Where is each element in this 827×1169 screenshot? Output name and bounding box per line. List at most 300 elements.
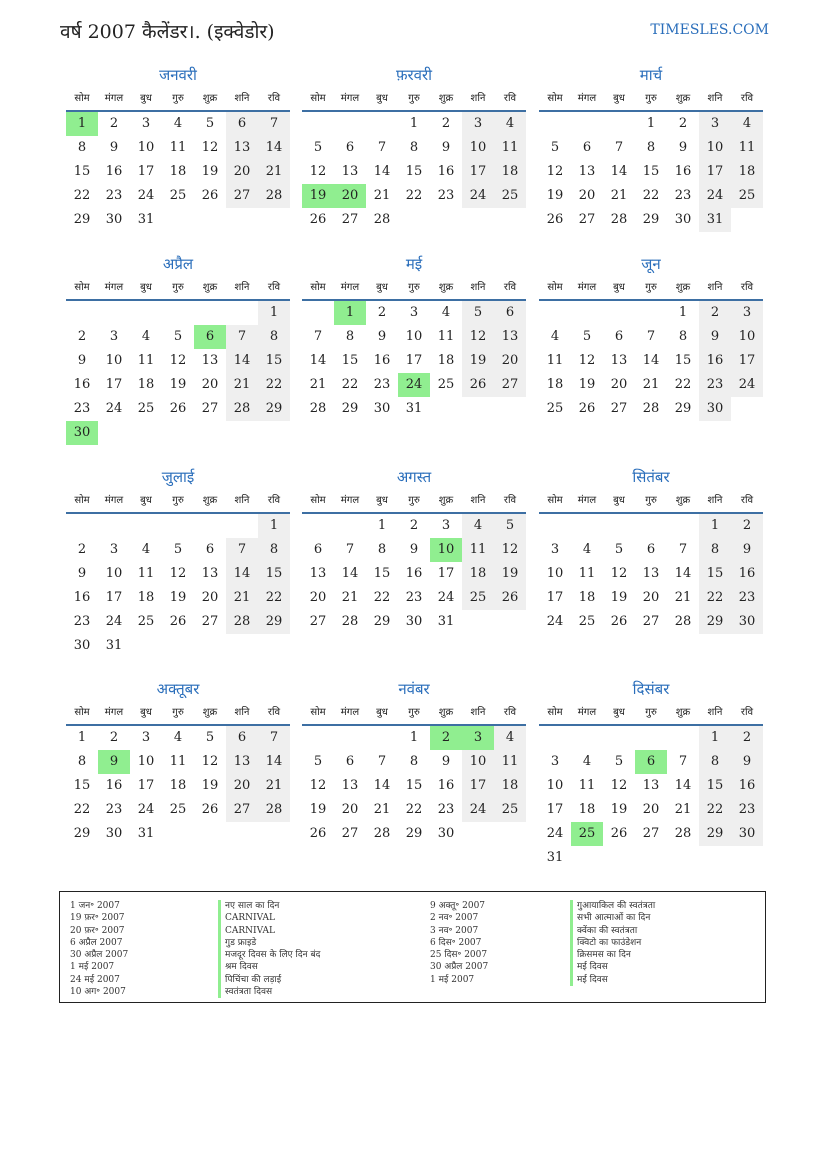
day-cell[interactable]: 6	[313, 542, 323, 557]
day-cell[interactable]: 28	[373, 212, 391, 227]
day-cell[interactable]: 26	[169, 614, 187, 629]
day-cell[interactable]: 25	[494, 798, 526, 822]
day-cell[interactable]: 8	[377, 542, 387, 557]
day-cell[interactable]: 22	[405, 188, 423, 203]
day-cell[interactable]: 8	[699, 538, 731, 562]
day-cell[interactable]: 11	[437, 329, 455, 344]
day-cell[interactable]: 23	[437, 802, 455, 817]
day-cell[interactable]: 22	[258, 373, 290, 397]
day-cell[interactable]: 4	[173, 730, 183, 745]
day-cell[interactable]: 10	[699, 136, 731, 160]
day-cell[interactable]: 28	[226, 610, 258, 634]
day-cell[interactable]: 26	[610, 826, 628, 841]
day-cell[interactable]: 16	[731, 562, 763, 586]
day-cell[interactable]: 19	[309, 802, 327, 817]
day-cell[interactable]: 5	[313, 754, 323, 769]
day-cell[interactable]: 29	[373, 614, 391, 629]
day-cell[interactable]: 12	[494, 538, 526, 562]
day-cell[interactable]: 16	[405, 566, 423, 581]
day-cell[interactable]: 9	[441, 140, 451, 155]
day-cell[interactable]: 1	[409, 116, 419, 131]
day-cell[interactable]: 4	[731, 112, 763, 136]
day-cell[interactable]: 2	[409, 518, 419, 533]
day-cell[interactable]: 10	[137, 754, 155, 769]
day-cell[interactable]: 17	[437, 566, 455, 581]
day-cell[interactable]: 28	[674, 826, 692, 841]
day-cell[interactable]: 31	[137, 212, 155, 227]
day-cell[interactable]: 3	[409, 305, 419, 320]
day-cell[interactable]: 21	[226, 373, 258, 397]
day-cell[interactable]: 31	[437, 614, 455, 629]
day-cell[interactable]: 4	[173, 116, 183, 131]
day-cell[interactable]: 1	[77, 730, 87, 745]
day-cell[interactable]: 9	[377, 329, 387, 344]
day-cell[interactable]: 15	[73, 778, 91, 793]
day-cell[interactable]: 18	[437, 353, 455, 368]
day-cell[interactable]: 19	[578, 377, 596, 392]
day-cell[interactable]: 6	[205, 542, 215, 557]
day-cell[interactable]: 10	[731, 325, 763, 349]
day-cell[interactable]: 24	[462, 798, 494, 822]
day-cell[interactable]: 22	[373, 590, 391, 605]
day-cell[interactable]: 7	[678, 754, 688, 769]
day-cell[interactable]: 2	[731, 726, 763, 750]
day-cell[interactable]: 5	[582, 329, 592, 344]
day-cell[interactable]: 3	[462, 726, 494, 750]
day-cell[interactable]: 19	[302, 184, 334, 208]
day-cell[interactable]: 4	[462, 514, 494, 538]
day-cell[interactable]: 14	[341, 566, 359, 581]
day-cell[interactable]: 25	[137, 401, 155, 416]
day-cell[interactable]: 6	[494, 301, 526, 325]
day-cell[interactable]: 4	[582, 754, 592, 769]
day-cell[interactable]: 5	[614, 754, 624, 769]
day-cell[interactable]: 8	[646, 140, 656, 155]
day-cell[interactable]: 22	[405, 802, 423, 817]
day-cell[interactable]: 10	[546, 778, 564, 793]
day-cell[interactable]: 17	[105, 590, 123, 605]
day-cell[interactable]: 6	[226, 112, 258, 136]
day-cell[interactable]: 26	[201, 188, 219, 203]
day-cell[interactable]: 14	[226, 349, 258, 373]
day-cell[interactable]: 17	[105, 377, 123, 392]
day-cell[interactable]: 30	[373, 401, 391, 416]
day-cell[interactable]: 2	[77, 329, 87, 344]
day-cell[interactable]: 15	[341, 353, 359, 368]
day-cell[interactable]: 7	[377, 754, 387, 769]
day-cell[interactable]: 7	[226, 538, 258, 562]
day-cell[interactable]: 30	[437, 826, 455, 841]
day-cell[interactable]: 16	[699, 349, 731, 373]
day-cell[interactable]: 17	[405, 353, 423, 368]
day-cell[interactable]: 13	[201, 353, 219, 368]
day-cell[interactable]: 16	[105, 164, 123, 179]
day-cell[interactable]: 30	[731, 822, 763, 846]
day-cell[interactable]: 19	[201, 164, 219, 179]
day-cell[interactable]: 1	[377, 518, 387, 533]
day-cell[interactable]: 20	[578, 188, 596, 203]
day-cell[interactable]: 8	[77, 140, 87, 155]
day-cell[interactable]: 28	[341, 614, 359, 629]
day-cell[interactable]: 20	[201, 377, 219, 392]
day-cell[interactable]: 16	[437, 164, 455, 179]
day-cell[interactable]: 5	[205, 730, 215, 745]
day-cell[interactable]: 23	[437, 188, 455, 203]
day-cell[interactable]: 17	[699, 160, 731, 184]
day-cell[interactable]: 28	[642, 401, 660, 416]
day-cell[interactable]: 19	[610, 802, 628, 817]
day-cell[interactable]: 13	[578, 164, 596, 179]
day-cell[interactable]: 21	[309, 377, 327, 392]
day-cell[interactable]: 23	[731, 586, 763, 610]
day-cell[interactable]: 6	[226, 726, 258, 750]
day-cell[interactable]: 7	[646, 329, 656, 344]
day-cell[interactable]: 12	[578, 353, 596, 368]
day-cell[interactable]: 31	[405, 401, 423, 416]
day-cell[interactable]: 25	[462, 586, 494, 610]
day-cell[interactable]: 19	[610, 590, 628, 605]
day-cell[interactable]: 1	[258, 514, 290, 538]
day-cell[interactable]: 15	[699, 562, 731, 586]
day-cell[interactable]: 1	[699, 514, 731, 538]
day-cell[interactable]: 8	[678, 329, 688, 344]
day-cell[interactable]: 4	[141, 542, 151, 557]
day-cell[interactable]: 23	[105, 802, 123, 817]
day-cell[interactable]: 17	[462, 160, 494, 184]
day-cell[interactable]: 17	[546, 590, 564, 605]
day-cell[interactable]: 27	[610, 401, 628, 416]
day-cell[interactable]: 22	[674, 377, 692, 392]
day-cell[interactable]: 12	[610, 566, 628, 581]
day-cell[interactable]: 27	[642, 826, 660, 841]
day-cell[interactable]: 9	[109, 140, 119, 155]
day-cell[interactable]: 8	[409, 754, 419, 769]
day-cell[interactable]: 4	[494, 726, 526, 750]
day-cell[interactable]: 21	[341, 590, 359, 605]
day-cell[interactable]: 19	[169, 377, 187, 392]
day-cell[interactable]: 14	[258, 136, 290, 160]
day-cell[interactable]: 26	[610, 614, 628, 629]
day-cell[interactable]: 21	[226, 586, 258, 610]
day-cell[interactable]: 27	[341, 212, 359, 227]
day-cell[interactable]: 3	[141, 730, 151, 745]
day-cell[interactable]: 15	[258, 349, 290, 373]
day-cell[interactable]: 25	[169, 188, 187, 203]
day-cell[interactable]: 15	[642, 164, 660, 179]
day-cell[interactable]: 23	[373, 377, 391, 392]
day-cell[interactable]: 29	[699, 610, 731, 634]
day-cell[interactable]: 18	[578, 802, 596, 817]
day-cell[interactable]: 18	[169, 778, 187, 793]
day-cell[interactable]: 7	[678, 542, 688, 557]
day-cell[interactable]: 5	[205, 116, 215, 131]
day-cell[interactable]: 18	[169, 164, 187, 179]
day-cell[interactable]: 9	[77, 353, 87, 368]
day-cell[interactable]: 1	[678, 305, 688, 320]
day-cell[interactable]: 6	[646, 542, 656, 557]
day-cell[interactable]: 1	[334, 301, 366, 325]
day-cell[interactable]: 16	[73, 377, 91, 392]
day-cell[interactable]: 25	[169, 802, 187, 817]
day-cell[interactable]: 8	[258, 538, 290, 562]
day-cell[interactable]: 17	[462, 774, 494, 798]
day-cell[interactable]: 30	[105, 826, 123, 841]
day-cell[interactable]: 19	[494, 562, 526, 586]
day-cell[interactable]: 9	[678, 140, 688, 155]
day-cell[interactable]: 29	[258, 397, 290, 421]
day-cell[interactable]: 20	[201, 590, 219, 605]
day-cell[interactable]: 12	[201, 754, 219, 769]
day-cell[interactable]: 2	[109, 730, 119, 745]
day-cell[interactable]: 15	[258, 562, 290, 586]
day-cell[interactable]: 4	[494, 112, 526, 136]
day-cell[interactable]: 28	[226, 397, 258, 421]
day-cell[interactable]: 28	[258, 798, 290, 822]
day-cell[interactable]: 1	[66, 112, 98, 136]
day-cell[interactable]: 16	[731, 774, 763, 798]
day-cell[interactable]: 26	[169, 401, 187, 416]
day-cell[interactable]: 23	[73, 401, 91, 416]
day-cell[interactable]: 18	[494, 774, 526, 798]
day-cell[interactable]: 11	[462, 538, 494, 562]
day-cell[interactable]: 24	[137, 802, 155, 817]
day-cell[interactable]: 12	[169, 353, 187, 368]
day-cell[interactable]: 11	[578, 778, 596, 793]
site-link[interactable]: TIMESLES.COM	[650, 22, 769, 38]
day-cell[interactable]: 13	[642, 778, 660, 793]
day-cell[interactable]: 30	[699, 397, 731, 421]
day-cell[interactable]: 13	[226, 136, 258, 160]
day-cell[interactable]: 14	[674, 566, 692, 581]
day-cell[interactable]: 13	[201, 566, 219, 581]
day-cell[interactable]: 10	[105, 566, 123, 581]
day-cell[interactable]: 29	[674, 401, 692, 416]
day-cell[interactable]: 9	[409, 542, 419, 557]
day-cell[interactable]: 26	[201, 802, 219, 817]
day-cell[interactable]: 13	[309, 566, 327, 581]
day-cell[interactable]: 24	[731, 373, 763, 397]
day-cell[interactable]: 25	[437, 377, 455, 392]
day-cell[interactable]: 31	[699, 208, 731, 232]
day-cell[interactable]: 12	[201, 140, 219, 155]
day-cell[interactable]: 3	[109, 542, 119, 557]
day-cell[interactable]: 5	[173, 329, 183, 344]
day-cell[interactable]: 8	[699, 750, 731, 774]
day-cell[interactable]: 2	[109, 116, 119, 131]
day-cell[interactable]: 30	[405, 614, 423, 629]
day-cell[interactable]: 27	[578, 212, 596, 227]
day-cell[interactable]: 22	[642, 188, 660, 203]
day-cell[interactable]: 11	[137, 353, 155, 368]
day-cell[interactable]: 22	[73, 188, 91, 203]
day-cell[interactable]: 21	[258, 774, 290, 798]
day-cell[interactable]: 20	[341, 802, 359, 817]
day-cell[interactable]: 19	[169, 590, 187, 605]
day-cell[interactable]: 13	[341, 164, 359, 179]
day-cell[interactable]: 12	[462, 325, 494, 349]
day-cell[interactable]: 22	[699, 586, 731, 610]
day-cell[interactable]: 8	[77, 754, 87, 769]
day-cell[interactable]: 3	[699, 112, 731, 136]
day-cell[interactable]: 24	[105, 401, 123, 416]
day-cell[interactable]: 28	[373, 826, 391, 841]
day-cell[interactable]: 29	[699, 822, 731, 846]
day-cell[interactable]: 27	[341, 826, 359, 841]
day-cell[interactable]: 23	[105, 188, 123, 203]
day-cell[interactable]: 30	[73, 638, 91, 653]
day-cell[interactable]: 11	[169, 140, 187, 155]
day-cell[interactable]: 18	[578, 590, 596, 605]
day-cell[interactable]: 11	[494, 136, 526, 160]
day-cell[interactable]: 16	[373, 353, 391, 368]
day-cell[interactable]: 15	[674, 353, 692, 368]
day-cell[interactable]: 13	[226, 750, 258, 774]
day-cell[interactable]: 9	[699, 325, 731, 349]
day-cell[interactable]: 31	[546, 850, 564, 865]
day-cell[interactable]: 30	[105, 212, 123, 227]
day-cell[interactable]: 30	[674, 212, 692, 227]
day-cell[interactable]: 6	[635, 750, 667, 774]
day-cell[interactable]: 5	[173, 542, 183, 557]
day-cell[interactable]: 23	[73, 614, 91, 629]
day-cell[interactable]: 13	[494, 325, 526, 349]
day-cell[interactable]: 7	[345, 542, 355, 557]
day-cell[interactable]: 5	[313, 140, 323, 155]
day-cell[interactable]: 16	[73, 590, 91, 605]
day-cell[interactable]: 24	[462, 184, 494, 208]
day-cell[interactable]: 24	[398, 373, 430, 397]
day-cell[interactable]: 14	[610, 164, 628, 179]
day-cell[interactable]: 24	[437, 590, 455, 605]
day-cell[interactable]: 19	[201, 778, 219, 793]
day-cell[interactable]: 23	[405, 590, 423, 605]
day-cell[interactable]: 29	[405, 826, 423, 841]
day-cell[interactable]: 9	[98, 750, 130, 774]
day-cell[interactable]: 8	[345, 329, 355, 344]
day-cell[interactable]: 6	[582, 140, 592, 155]
day-cell[interactable]: 28	[309, 401, 327, 416]
day-cell[interactable]: 26	[309, 826, 327, 841]
day-cell[interactable]: 3	[550, 542, 560, 557]
day-cell[interactable]: 20	[309, 590, 327, 605]
day-cell[interactable]: 21	[373, 188, 391, 203]
day-cell[interactable]: 4	[441, 305, 451, 320]
day-cell[interactable]: 14	[642, 353, 660, 368]
day-cell[interactable]: 25	[494, 184, 526, 208]
day-cell[interactable]: 5	[462, 301, 494, 325]
day-cell[interactable]: 4	[141, 329, 151, 344]
day-cell[interactable]: 17	[137, 164, 155, 179]
day-cell[interactable]: 28	[674, 614, 692, 629]
day-cell[interactable]: 4	[582, 542, 592, 557]
day-cell[interactable]: 27	[201, 614, 219, 629]
day-cell[interactable]: 11	[169, 754, 187, 769]
day-cell[interactable]: 2	[731, 514, 763, 538]
day-cell[interactable]: 23	[731, 798, 763, 822]
day-cell[interactable]: 3	[109, 329, 119, 344]
day-cell[interactable]: 1	[409, 730, 419, 745]
day-cell[interactable]: 27	[201, 401, 219, 416]
day-cell[interactable]: 26	[578, 401, 596, 416]
day-cell[interactable]: 1	[646, 116, 656, 131]
day-cell[interactable]: 27	[642, 614, 660, 629]
day-cell[interactable]: 10	[105, 353, 123, 368]
day-cell[interactable]: 1	[699, 726, 731, 750]
day-cell[interactable]: 6	[345, 140, 355, 155]
day-cell[interactable]: 3	[550, 754, 560, 769]
day-cell[interactable]: 2	[441, 116, 451, 131]
day-cell[interactable]: 13	[341, 778, 359, 793]
day-cell[interactable]: 9	[77, 566, 87, 581]
day-cell[interactable]: 20	[334, 184, 366, 208]
day-cell[interactable]: 31	[137, 826, 155, 841]
day-cell[interactable]: 29	[258, 610, 290, 634]
day-cell[interactable]: 20	[226, 774, 258, 798]
day-cell[interactable]: 9	[441, 754, 451, 769]
day-cell[interactable]: 7	[313, 329, 323, 344]
day-cell[interactable]: 15	[73, 164, 91, 179]
day-cell[interactable]: 26	[494, 586, 526, 610]
day-cell[interactable]: 25	[578, 614, 596, 629]
day-cell[interactable]: 18	[731, 160, 763, 184]
day-cell[interactable]: 14	[226, 562, 258, 586]
day-cell[interactable]: 2	[699, 301, 731, 325]
day-cell[interactable]: 12	[610, 778, 628, 793]
day-cell[interactable]: 14	[674, 778, 692, 793]
day-cell[interactable]: 24	[546, 614, 564, 629]
day-cell[interactable]: 10	[462, 136, 494, 160]
day-cell[interactable]: 5	[550, 140, 560, 155]
day-cell[interactable]: 23	[699, 373, 731, 397]
day-cell[interactable]: 10	[137, 140, 155, 155]
day-cell[interactable]: 18	[137, 590, 155, 605]
day-cell[interactable]: 16	[105, 778, 123, 793]
day-cell[interactable]: 19	[546, 188, 564, 203]
day-cell[interactable]: 18	[462, 562, 494, 586]
day-cell[interactable]: 12	[546, 164, 564, 179]
day-cell[interactable]: 20	[494, 349, 526, 373]
day-cell[interactable]: 26	[546, 212, 564, 227]
day-cell[interactable]: 15	[405, 164, 423, 179]
day-cell[interactable]: 5	[614, 542, 624, 557]
day-cell[interactable]: 21	[642, 377, 660, 392]
day-cell[interactable]: 20	[642, 802, 660, 817]
day-cell[interactable]: 15	[373, 566, 391, 581]
day-cell[interactable]: 10	[430, 538, 462, 562]
day-cell[interactable]: 12	[169, 566, 187, 581]
day-cell[interactable]: 11	[137, 566, 155, 581]
day-cell[interactable]: 6	[194, 325, 226, 349]
day-cell[interactable]: 29	[73, 212, 91, 227]
day-cell[interactable]: 22	[699, 798, 731, 822]
day-cell[interactable]: 30	[66, 421, 98, 445]
day-cell[interactable]: 3	[462, 112, 494, 136]
day-cell[interactable]: 21	[610, 188, 628, 203]
day-cell[interactable]: 10	[546, 566, 564, 581]
day-cell[interactable]: 13	[610, 353, 628, 368]
day-cell[interactable]: 7	[377, 140, 387, 155]
day-cell[interactable]: 17	[546, 802, 564, 817]
day-cell[interactable]: 14	[309, 353, 327, 368]
day-cell[interactable]: 18	[494, 160, 526, 184]
day-cell[interactable]: 22	[258, 586, 290, 610]
day-cell[interactable]: 8	[258, 325, 290, 349]
day-cell[interactable]: 21	[674, 590, 692, 605]
day-cell[interactable]: 28	[258, 184, 290, 208]
day-cell[interactable]: 9	[731, 750, 763, 774]
day-cell[interactable]: 21	[373, 802, 391, 817]
day-cell[interactable]: 11	[546, 353, 564, 368]
